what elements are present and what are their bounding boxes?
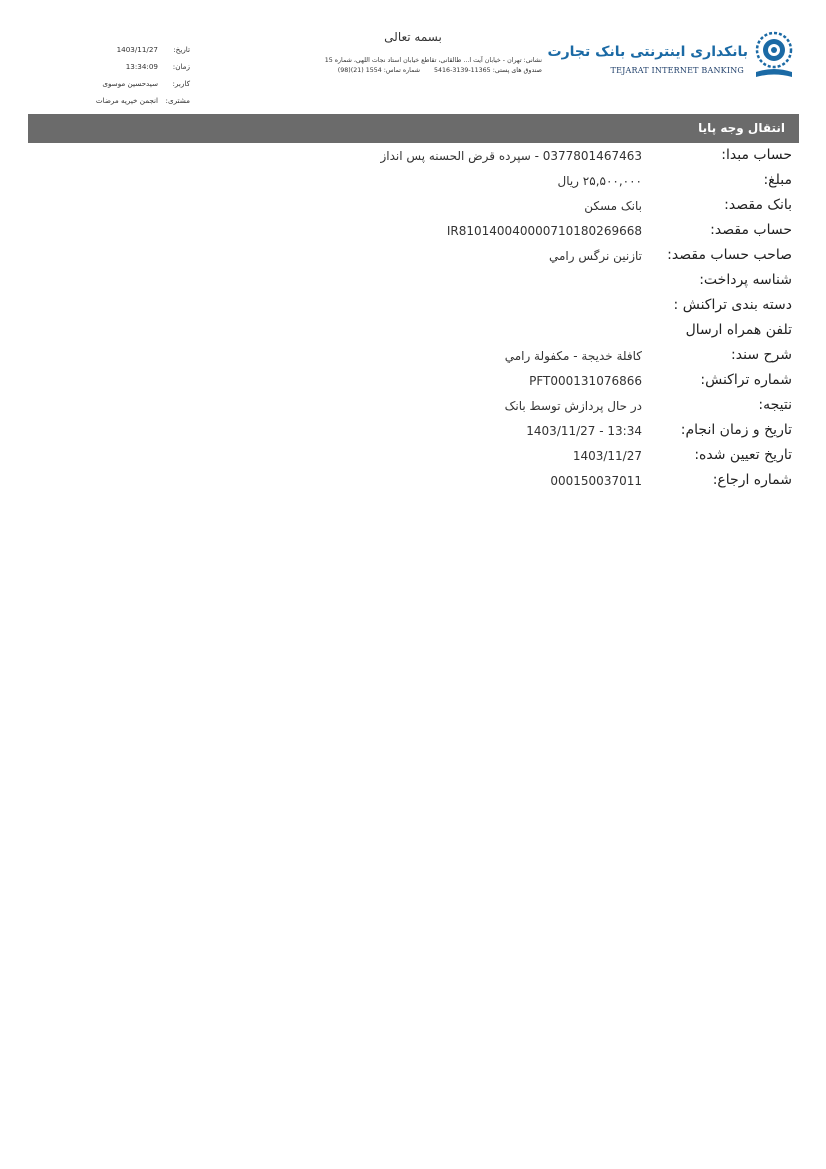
field-sender-mobile: [0, 319, 826, 344]
field-destination-bank: [0, 194, 826, 219]
meta-label: مشتری:: [165, 96, 190, 105]
invocation-text: بسمه تعالی: [384, 30, 442, 44]
field-value: در حال پردازش توسط بانک: [504, 399, 642, 413]
section-title: انتقال وجه پایا: [698, 121, 785, 135]
field-label: بانک مقصد:: [724, 197, 792, 213]
logo-title: بانکداری اینترنتی بانک تجارت: [547, 44, 748, 60]
field-value: 0377801467463 - سپرده قرض الحسنه پس انداز: [380, 149, 642, 163]
field-label: تاریخ و زمان انجام:: [680, 422, 792, 438]
field-reference-number: [0, 469, 826, 494]
field-value: PFT000131076866: [529, 374, 642, 388]
meta-label: زمان:: [172, 62, 190, 71]
field-scheduled-date: [0, 444, 826, 469]
phone-number: شماره تماس: 1554 (21)(98): [337, 67, 421, 74]
field-result: [0, 394, 826, 419]
bank-address: [292, 56, 542, 76]
field-account-owner: [0, 244, 826, 269]
field-value: تازنین نرگس رامي: [548, 249, 642, 263]
field-label: دسته بندی تراکنش :: [673, 297, 792, 313]
field-value: بانک مسکن: [584, 199, 642, 213]
meta-user: سیدحسین موسوی: [102, 79, 158, 88]
field-label: شناسه پرداخت:: [699, 272, 792, 288]
field-value: 000150037011: [550, 474, 642, 488]
field-description: [0, 344, 826, 369]
field-value: IR810140040000710180269668: [446, 224, 642, 238]
address-line: نشانی: تهران - خیابان آیت ا... طالقانی، تقاطع خیابان استاد نجات اللهی، شماره 15: [324, 57, 542, 64]
field-value: كافلة خديجة - مكفولة رامي: [504, 349, 642, 363]
field-source-account: [0, 144, 826, 169]
field-amount: [0, 169, 826, 194]
field-transaction-category: [0, 294, 826, 319]
po-box: صندوق های پستی: 11365-3139-5416: [434, 67, 542, 74]
field-payment-id: [0, 269, 826, 294]
print-meta: [60, 41, 190, 109]
field-execution-datetime: [0, 419, 826, 444]
bank-logo: [547, 30, 796, 82]
field-destination-account: [0, 219, 826, 244]
meta-time: 13:34:09: [125, 62, 158, 71]
field-label: صاحب حساب مقصد:: [667, 247, 792, 263]
field-value: 1403/11/27: [572, 449, 642, 463]
meta-label: کاربر:: [172, 79, 190, 88]
field-value: 1403/11/27 - 13:34: [526, 424, 642, 438]
field-label: حساب مبدا:: [721, 147, 792, 163]
field-label: شرح سند:: [731, 347, 792, 363]
field-label: شماره تراکنش:: [700, 372, 792, 388]
tejarat-emblem-icon: [752, 30, 796, 80]
meta-customer: انجمن خیریه مرضات: [95, 96, 158, 105]
meta-label: تاریخ:: [173, 45, 190, 54]
section-title-bar: [28, 114, 799, 143]
field-value: ۲۵,۵۰۰,۰۰۰ ریال: [557, 174, 642, 188]
field-label: تاریخ تعیین شده:: [694, 447, 792, 463]
field-label: تلفن همراه ارسال: [685, 322, 792, 338]
logo-subtitle: TEJARAT INTERNET BANKING: [610, 66, 744, 75]
field-label: مبلغ:: [763, 172, 792, 188]
field-label: نتیجه:: [758, 397, 792, 413]
field-label: شماره ارجاع:: [712, 472, 792, 488]
field-transaction-number: [0, 369, 826, 394]
field-label: حساب مقصد:: [710, 222, 792, 238]
meta-date: 1403/11/27: [116, 45, 158, 54]
